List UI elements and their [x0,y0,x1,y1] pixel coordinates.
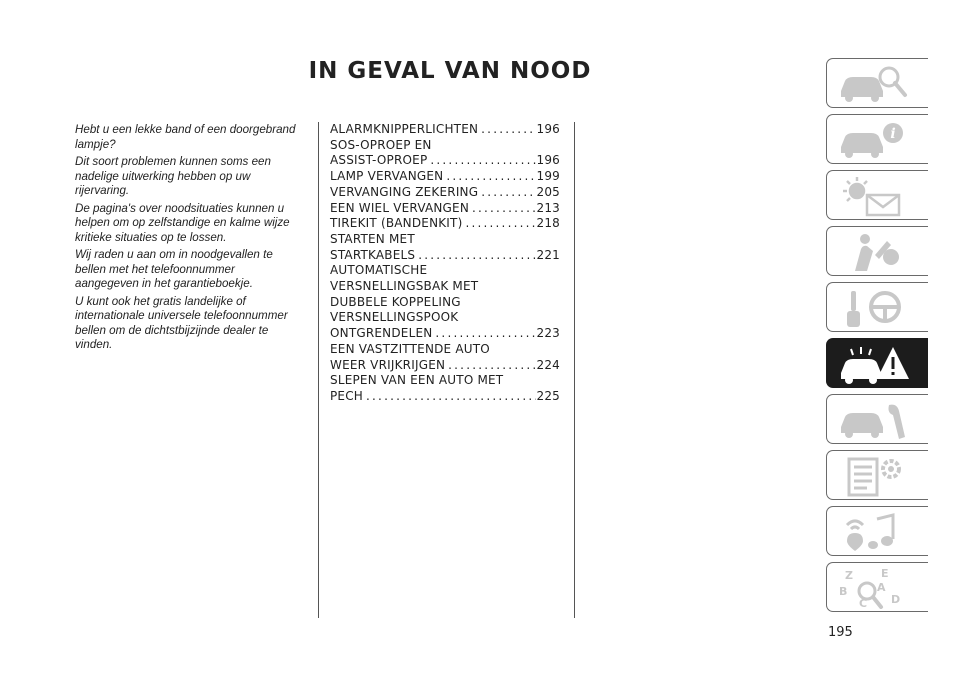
chapter-tab[interactable] [826,226,928,276]
toc-leader-dots [363,389,536,405]
toc-entry-label: ASSIST-OPROEP [330,153,428,168]
toc-leader-dots [478,185,536,201]
toc-leader-dots [415,248,536,264]
multimedia-music-icon [837,511,913,553]
index-letter: C [859,597,868,609]
toc-entry-label: SOS-OPROEP EN [330,137,432,152]
intro-paragraph: Wij raden u aan om in noodgevallen te bellen met het telefoonnummer aangegeven in het garantieboekje. [75,248,273,290]
toc-entry-label: AUTOMATISCHE [330,263,428,278]
toc-entry-label: WEER VRIJKRIJGEN [330,357,446,372]
index-letter: B [839,585,848,598]
toc-entry[interactable] [330,216,560,232]
toc-leader-dots [469,201,536,217]
toc-entry-label: EEN VASTZITTENDE AUTO [330,341,490,356]
page-title: IN GEVAL VAN NOOD [308,58,592,84]
toc-entry[interactable] [330,122,560,138]
toc-entry[interactable] [330,201,560,217]
toc-page-number: 224 [536,357,560,372]
alphabetical-index-icon [837,567,913,609]
intro-text [75,123,300,356]
toc-entry-label: EEN WIEL VERVANGEN [330,200,469,215]
car-breakdown-warning-icon [837,343,913,385]
toc-entry[interactable] [330,342,560,373]
page-number: 195 [828,625,853,640]
car-search-icon [837,63,913,105]
toc-entry[interactable] [330,232,560,263]
toc-entry-label: STARTKABELS [330,247,416,262]
car-info-icon [837,119,913,161]
index-letter: E [881,567,889,580]
toc-leader-dots [432,326,536,342]
toc-entry[interactable] [330,138,560,169]
chapter-tab[interactable] [826,394,928,444]
chapter-tab[interactable] [826,114,928,164]
toc-entry-label: ALARMKNIPPERLICHTEN [330,122,479,136]
svg-text:i: i [890,126,896,142]
chapter-tab[interactable] [826,170,928,220]
car-wrench-icon [837,399,913,441]
chapter-tab[interactable] [826,450,928,500]
column-divider-left [318,122,319,618]
toc-page-number: 196 [536,122,560,136]
index-letter: D [891,593,901,606]
toc-page-number: 205 [536,184,560,199]
table-of-contents [330,122,560,405]
light-message-icon [837,175,913,217]
intro-paragraph: Dit soort problemen kunnen soms een nadelige uitwerking hebben op uw rijervaring. [75,155,271,197]
chapter-tab[interactable] [826,282,928,332]
intro-paragraph: U kunt ook het gratis landelijke of internationale universele telefoonnummer bellen om de dichtstbijzijnde dealer te vinden. [75,294,288,351]
toc-page-number: 221 [536,247,560,262]
chapter-tab[interactable] [826,562,928,612]
index-letter: A [877,581,886,594]
toc-entry-label: VERVANGING ZEKERING [330,184,479,199]
toc-entry-label: TIREKIT (BANDENKIT) [330,216,463,231]
toc-page-number: 225 [536,388,560,403]
intro-paragraph: Hebt u een lekke band of een doorgebrand lampje? [75,123,296,151]
key-steering-wheel-icon [837,287,913,329]
toc-entry[interactable] [330,185,560,201]
toc-leader-dots [427,153,536,169]
toc-entry-label: STARTEN MET [330,231,415,246]
toc-entry[interactable] [330,373,560,404]
toc-entry-label: PECH [330,388,364,403]
toc-entry-label: ONTGRENDELEN [330,326,433,341]
toc-page-number: 213 [536,200,560,215]
specs-gear-icon [837,455,913,497]
column-divider-right [574,122,575,618]
toc-leader-dots [478,122,536,138]
toc-entry-label: LAMP VERVANGEN [330,169,444,184]
intro-paragraph: De pagina's over noodsituaties kunnen u helpen om op zelfstandige en kalme wijze kritieke situaties op te lossen. [75,201,290,244]
toc-entry-label: DUBBELE KOPPELING [330,294,461,309]
chapter-tab[interactable] [826,506,928,556]
index-letter: Z [845,569,853,582]
toc-page-number: 218 [536,216,560,231]
toc-page-number: 196 [536,153,560,168]
toc-leader-dots [443,169,536,185]
toc-entry-label: VERSNELLINGSBAK MET [330,279,479,294]
toc-entry[interactable] [330,263,560,342]
toc-page-number: 199 [536,169,560,184]
toc-entry[interactable] [330,169,560,185]
chapter-tab[interactable] [826,338,928,388]
chapter-tab[interactable] [826,58,928,108]
toc-page-number: 223 [536,326,560,341]
airbag-icon [837,231,913,273]
toc-leader-dots [462,216,536,232]
toc-leader-dots [445,358,536,374]
toc-entry-label: SLEPEN VAN EEN AUTO MET [330,373,504,388]
toc-entry-label: VERSNELLINGSPOOK [330,310,459,325]
